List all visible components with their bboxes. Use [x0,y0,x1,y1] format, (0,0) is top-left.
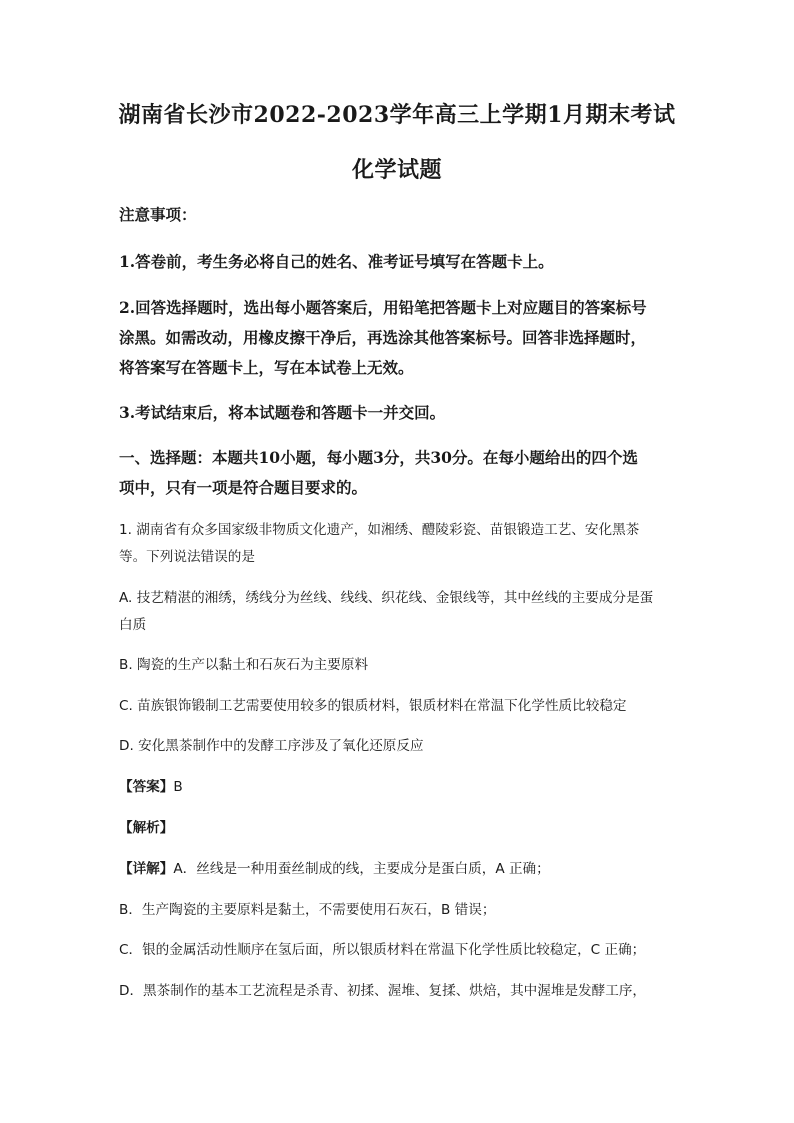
detail-label: 【详解】 [119,861,174,877]
notice-item-2-line-1: 2.回答选择题时，选出每小题答案后，用铅笔把答题卡上对应题目的答案标号 [119,298,647,317]
analysis-label: 【解析】 [119,820,174,836]
option-a-line-2: 白质 [119,617,147,633]
option-b: B. 陶瓷的生产以黏土和石灰石为主要原料 [119,657,369,673]
detail-text-a: A．丝线是一种用蚕丝制成的线，主要成分是蛋白质，A 正确； [173,861,550,877]
question-1-line-2: 等。下列说法错误的是 [119,549,255,565]
detail-line-d: D．黑茶制作的基本工艺流程是杀青、初揉、渥堆、复揉、烘焙，其中渥堆是发酵工序， [119,983,647,999]
notice-item-3: 3.考试结束后，将本试题卷和答题卡一并交回。 [119,403,446,422]
notice-heading: 注意事项： [119,205,197,224]
detail-line-a [119,856,679,883]
exam-title: 湖南省长沙市2022-2023学年高三上学期1月期末考试 [118,102,676,128]
notice-item-2-line-3: 将答案写在答题卡上，写在本试卷上无效。 [119,358,414,377]
detail-line-b: B．生产陶瓷的主要原料是黏土，不需要使用石灰石，B 错误； [119,902,496,918]
section-heading-line-1: 一、选择题：本题共10小题，每小题3分，共30分。在每小题给出的四个选 [119,448,638,467]
option-d: D. 安化黑茶制作中的发酵工序涉及了氧化还原反应 [119,738,424,754]
detail-line-c: C．银的金属活动性顺序在氢后面，所以银质材料在常温下化学性质比较稳定，C 正确； [119,942,646,958]
option-a-line-1: A. 技艺精湛的湘绣，绣线分为丝线、线线、织花线、金银线等，其中丝线的主要成分是蛋 [119,590,654,606]
notice-item-1: 1.答卷前，考生务必将自己的姓名、准考证号填写在答题卡上。 [119,252,554,271]
option-c: C. 苗族银饰锻制工艺需要使用较多的银质材料，银质材料在常温下化学性质比较稳定 [119,698,627,714]
exam-subject-title: 化学试题 [351,157,442,183]
notice-item-2-line-2: 涂黑。如需改动，用橡皮擦干净后，再选涂其他答案标号。回答非选择题时， [119,328,647,347]
answer-line [119,774,679,801]
section-heading-line-2: 项中，只有一项是符合题目要求的。 [119,478,368,497]
question-1-line-1: 1. 湖南省有众多国家级非物质文化遗产，如湘绣、醴陵彩瓷、苗银锻造工艺、安化黑茶 [119,522,640,538]
answer-label: 【答案】 [119,779,174,795]
answer-value: B [173,779,183,795]
